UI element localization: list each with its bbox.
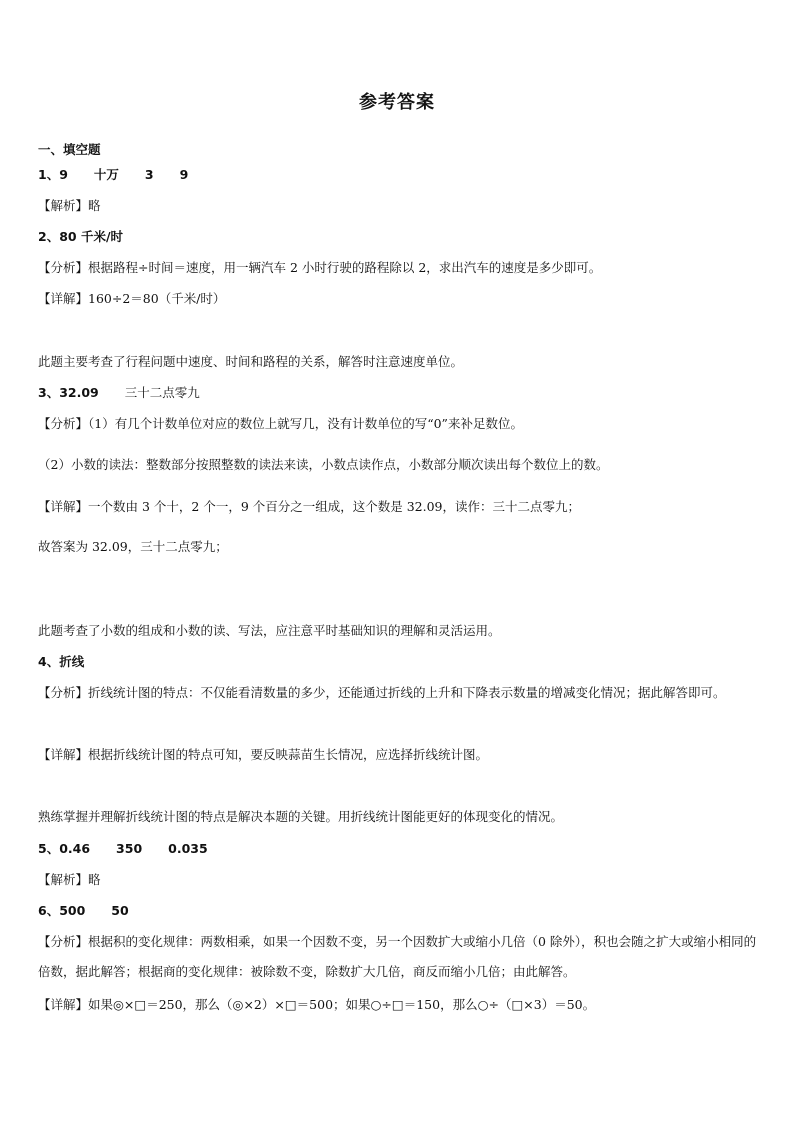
answer-value: 32.09	[59, 385, 99, 400]
question-5-answer	[38, 840, 758, 858]
answer-value: 50	[111, 903, 129, 918]
analysis-text: （2）小数的读法：整数部分按照整数的读法来读，小数点读作点，小数部分顺次读出每个数位上的数。	[38, 457, 609, 472]
analysis-text: 【分析】（1）有几个计数单位对应的数位上就写几，没有计数单位的写“0”来补足数位。	[38, 416, 523, 431]
answer-value: 折线	[59, 654, 85, 669]
analysis-text: 【解析】略	[38, 872, 101, 887]
answer-value: 500	[59, 903, 86, 918]
analysis-text: 【分析】根据路程÷时间＝速度，用一辆汽车 2 小时行驶的路程除以 2，求出汽车的速度是多少即可。	[38, 260, 602, 275]
question-2-answer	[38, 228, 758, 246]
analysis-text: 【分析】根据积的变化规律：两数相乘，如果一个因数不变，另一个因数扩大或缩小几倍（0 除外），积也会随之扩大或缩小相同的倍数，据此解答；根据商的变化规律：被除数不变，除数扩大几倍，商反而缩小几倍；由此解答。	[38, 934, 757, 979]
answer-value: 9	[59, 167, 68, 182]
answer-summary: 故答案为 32.09，三十二点零九；	[38, 539, 228, 554]
solution-text: 【详解】根据折线统计图的特点可知，要反映蒜苗生长情况，应选择折线统计图。	[38, 747, 489, 762]
question-number: 1、	[38, 167, 60, 182]
answer-value: 3	[144, 167, 154, 182]
question-1-answer	[38, 166, 758, 184]
solution-text: 【详解】一个数由 3 个十，2 个一，9 个百分之一组成，这个数是 32.09，读作：三十二点零九；	[38, 499, 581, 514]
summary-note: 此题考查了小数的组成和小数的读、写法，应注意平时基础知识的理解和灵活运用。	[38, 623, 501, 638]
answer-value: 三十二点零九	[124, 385, 200, 400]
question-6-answer	[38, 902, 758, 920]
answer-value: 十万	[93, 167, 119, 182]
section-heading: 一、填空题	[38, 142, 101, 157]
summary-note: 此题主要考查了行程问题中速度、时间和路程的关系，解答时注意速度单位。	[38, 354, 464, 369]
page-title: 参考答案	[359, 92, 435, 113]
question-number: 4、	[38, 654, 60, 669]
solution-text: 【详解】如果◎×□＝250，那么（◎×2）×□＝500；如果○÷□＝150，那么○÷（□×3）＝50。	[38, 997, 596, 1012]
question-number: 2、	[38, 229, 60, 244]
question-3-answer	[38, 384, 758, 402]
answer-value: 0.46	[59, 841, 91, 856]
answer-value: 80 千米/时	[59, 229, 124, 244]
analysis-text: 【分析】折线统计图的特点：不仅能看清数量的多少，还能通过折线的上升和下降表示数量的增减变化情况；据此解答即可。	[38, 685, 726, 700]
question-number: 3、	[38, 385, 60, 400]
answer-value: 0.035	[168, 841, 208, 856]
question-number: 5、	[38, 841, 60, 856]
summary-note: 熟练掌握并理解折线统计图的特点是解决本题的关键。用折线统计图能更好的体现变化的情况。	[38, 809, 564, 824]
answer-value: 350	[116, 841, 143, 856]
analysis-text: 【解析】略	[38, 198, 101, 213]
question-4-answer	[38, 653, 758, 671]
question-number: 6、	[38, 903, 60, 918]
answer-value: 9	[179, 167, 189, 182]
solution-text: 【详解】160÷2＝80（千米/时）	[38, 291, 226, 306]
